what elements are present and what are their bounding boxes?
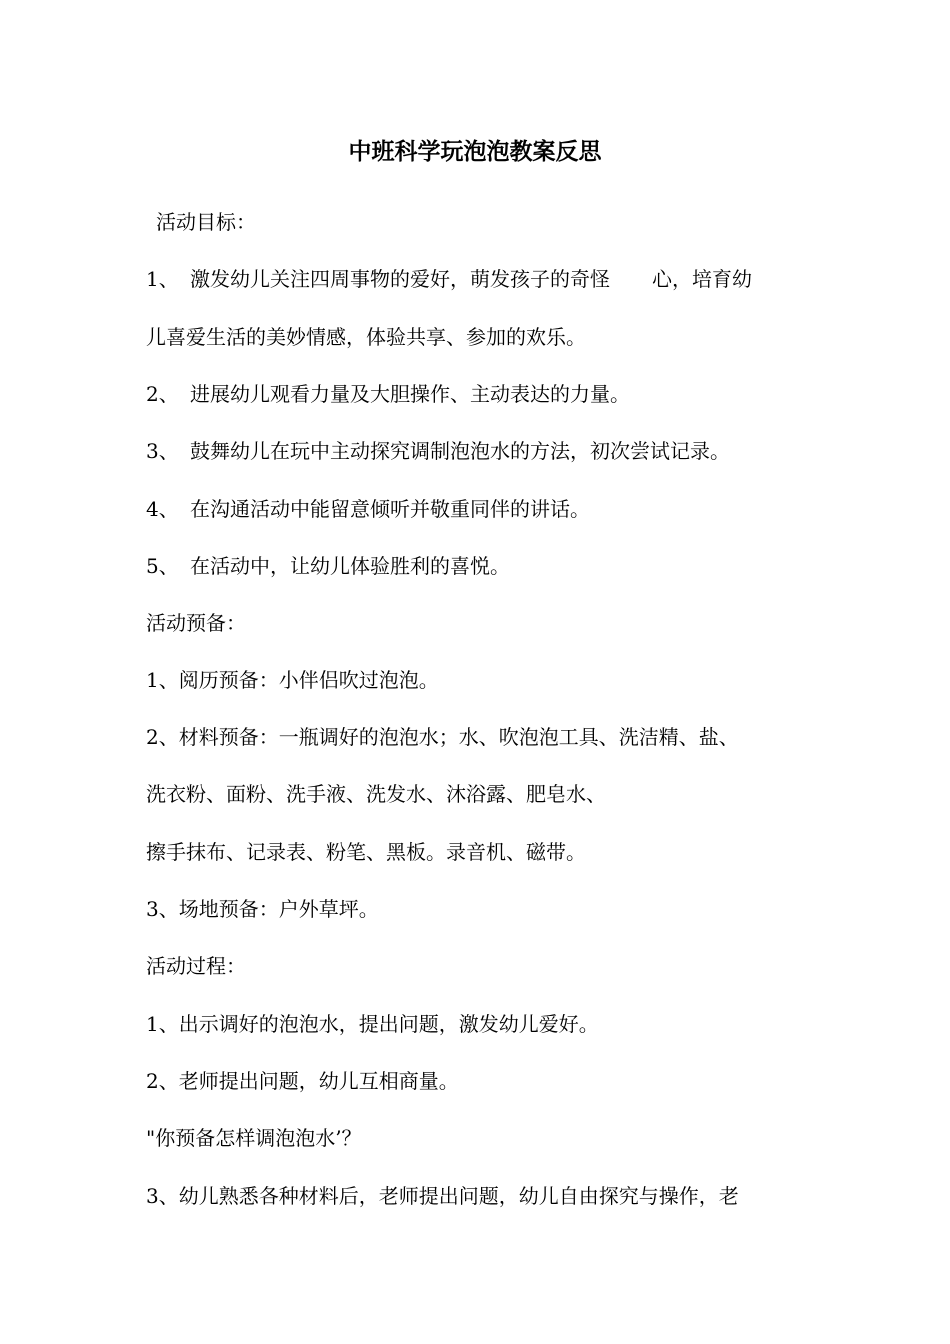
goal-item-4: [146, 494, 590, 524]
process-line-4: 3、幼儿熟悉各种材料后，老师提出问题，幼儿自由探究与操作，老: [146, 1184, 739, 1208]
process-line-2: 2、老师提出问题，幼儿互相商量。: [146, 1069, 459, 1093]
goal-item-5-number: 5、: [146, 554, 179, 578]
goal-item-1-number: 1、: [146, 267, 179, 291]
goal-item-4-text: 在沟通活动中能留意倾听并敬重同伴的讲话。: [190, 497, 590, 521]
prep-line-3: 洗衣粉、面粉、洗手液、洗发水、沐浴露、肥皂水、: [146, 782, 606, 806]
goals-heading: 活动目标：: [156, 210, 256, 234]
goal-item-3-text: 鼓舞幼儿在玩中主动探究调制泡泡水的方法，初次尝试记录。: [190, 439, 730, 463]
goal-item-2-text: 进展幼儿观看力量及大胆操作、主动表达的力量。: [190, 382, 630, 406]
document-title: 中班科学玩泡泡教案反思: [348, 138, 602, 165]
goal-item-1-continuation: 儿喜爱生活的美妙情感，体验共享、参加的欢乐。: [146, 325, 586, 349]
goal-item-5: [146, 551, 510, 581]
goal-item-2-number: 2、: [146, 382, 179, 406]
goal-item-5-text: 在活动中，让幼儿体验胜利的喜悦。: [190, 554, 510, 578]
goal-item-4-number: 4、: [146, 497, 179, 521]
prep-line-2: 2、材料预备：一瓶调好的泡泡水；水、吹泡泡工具、洗洁精、盐、: [146, 725, 739, 749]
process-heading: 活动过程：: [146, 954, 246, 978]
prep-line-1: 1、阅历预备：小伴侣吹过泡泡。: [146, 668, 439, 692]
prep-line-4: 擦手抹布、记录表、粉笔、黑板。录音机、磁带。: [146, 840, 586, 864]
goal-item-1-text-a: 激发幼儿关注四周事物的爱好，萌发孩子的奇怪: [190, 267, 610, 291]
goal-item-3-number: 3、: [146, 439, 179, 463]
goal-item-3: [146, 436, 730, 466]
goal-item-1: [146, 264, 752, 294]
prep-line-5: 3、场地预备：户外草坪。: [146, 897, 379, 921]
process-line-1: 1、出示调好的泡泡水，提出问题，激发幼儿爱好。: [146, 1012, 599, 1036]
goal-item-2: [146, 379, 630, 409]
prep-heading: 活动预备：: [146, 611, 246, 635]
process-line-3: "你预备怎样调泡泡水’？: [146, 1126, 362, 1150]
goal-item-1-text-b: 心，培育幼: [652, 267, 752, 291]
